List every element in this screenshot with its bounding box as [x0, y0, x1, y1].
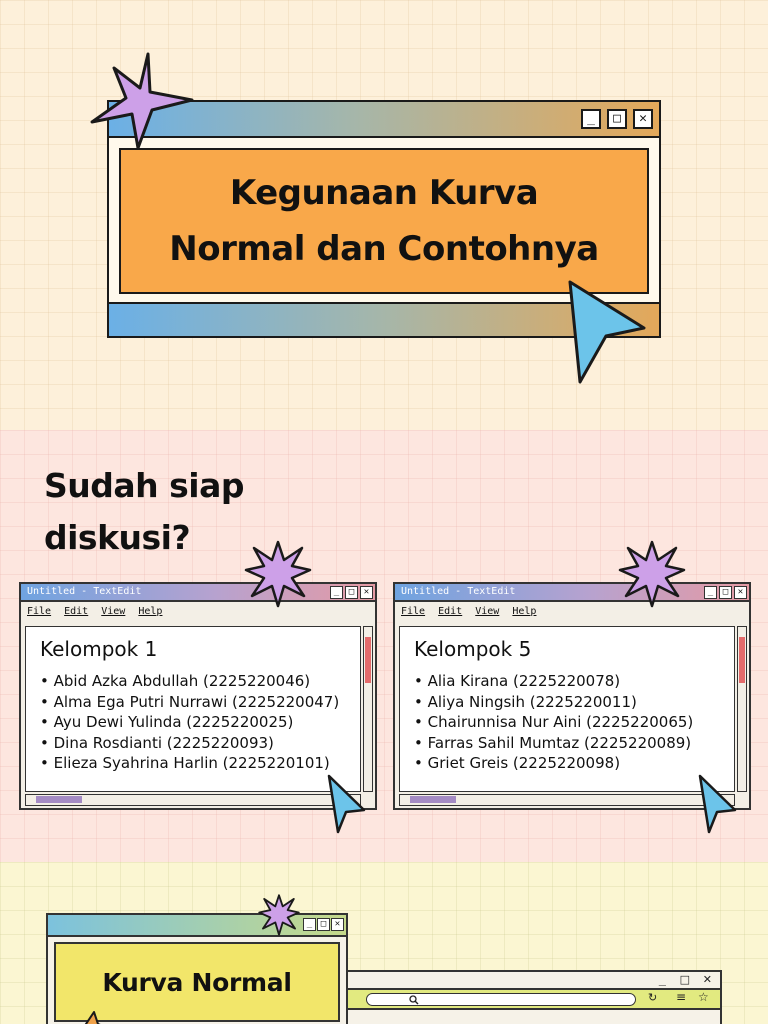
- horizontal-scrollbar[interactable]: [399, 794, 735, 806]
- maximize-button[interactable]: □: [607, 109, 627, 129]
- menu-help[interactable]: Help: [512, 606, 537, 617]
- slide-title: [0, 0, 768, 430]
- scroll-thumb[interactable]: [739, 637, 745, 683]
- menu-help[interactable]: Help: [138, 606, 163, 617]
- close-button[interactable]: ✕: [734, 586, 747, 599]
- menu-bar: [401, 606, 543, 617]
- star-icon[interactable]: ☆: [698, 990, 709, 1004]
- menu-view[interactable]: View: [475, 606, 500, 617]
- list-item: • Elieza Syahrina Harlin (2225220101): [40, 753, 346, 774]
- refresh-icon[interactable]: ↻: [648, 991, 658, 1004]
- cursor-arrow-icon: [697, 774, 739, 836]
- maximize-button[interactable]: □: [679, 973, 690, 986]
- question-line-1: Sudah siap: [44, 466, 244, 505]
- kurva-normal-window: [46, 913, 348, 1024]
- close-button[interactable]: ✕: [633, 109, 653, 129]
- menu-edit[interactable]: Edit: [438, 606, 463, 617]
- page-title: [169, 165, 598, 277]
- group-heading: Kelompok 5: [414, 637, 532, 661]
- search-icon: [409, 995, 419, 1005]
- maximize-button[interactable]: □: [317, 918, 330, 931]
- maximize-button[interactable]: □: [345, 586, 358, 599]
- browser-toolbar: [322, 990, 720, 1010]
- menu-file[interactable]: File: [27, 606, 52, 617]
- horizontal-scrollbar[interactable]: [25, 794, 361, 806]
- menu-bar: [27, 606, 169, 617]
- browser-titlebar: [322, 972, 720, 990]
- text-area[interactable]: [25, 626, 361, 792]
- list-item: • Chairunnisa Nur Aini (2225220065): [414, 712, 720, 733]
- window-title: Untitled - TextEdit: [27, 586, 142, 597]
- browser-window: [320, 970, 722, 1024]
- menu-view[interactable]: View: [101, 606, 126, 617]
- cursor-arrow-icon: [326, 774, 368, 836]
- section-title: Kurva Normal: [102, 967, 292, 997]
- minimize-button[interactable]: _: [658, 972, 666, 986]
- textedit-window-kelompok-1: [19, 582, 377, 810]
- maximize-button[interactable]: □: [719, 586, 732, 599]
- question-line-2: diskusi?: [44, 518, 191, 557]
- star-icon: [258, 894, 300, 936]
- list-item: • Griet Greis (2225220098): [414, 753, 720, 774]
- close-button[interactable]: ✕: [331, 918, 344, 931]
- list-item: • Alma Ega Putri Nurrawi (2225220047): [40, 692, 346, 713]
- group-heading: Kelompok 1: [40, 637, 158, 661]
- vertical-scrollbar[interactable]: [363, 626, 373, 792]
- star-icon: [618, 540, 686, 608]
- text-area[interactable]: [399, 626, 735, 792]
- minimize-button[interactable]: _: [581, 109, 601, 129]
- scroll-thumb[interactable]: [365, 637, 371, 683]
- star-icon: [244, 540, 312, 608]
- list-item: • Abid Azka Abdullah (2225220046): [40, 671, 346, 692]
- window-title: Untitled - TextEdit: [401, 586, 516, 597]
- minimize-button[interactable]: _: [330, 586, 343, 599]
- address-bar[interactable]: [366, 993, 636, 1006]
- scroll-thumb[interactable]: [36, 796, 82, 803]
- menu-edit[interactable]: Edit: [64, 606, 89, 617]
- vertical-scrollbar[interactable]: [737, 626, 747, 792]
- slide-kurva-normal: [0, 862, 768, 1024]
- star-icon: [88, 52, 198, 152]
- list-item: • Ayu Dewi Yulinda (2225220025): [40, 712, 346, 733]
- scroll-thumb[interactable]: [410, 796, 456, 803]
- member-list: [414, 671, 720, 774]
- member-list: [40, 671, 346, 774]
- textedit-titlebar: [21, 584, 375, 602]
- cursor-arrow-icon: [566, 280, 650, 388]
- page-title-line-1: Kegunaan Kurva: [229, 173, 539, 213]
- list-item: • Farras Sahil Mumtaz (2225220089): [414, 733, 720, 754]
- star-icon: [78, 1010, 108, 1024]
- textedit-titlebar: [395, 584, 749, 602]
- minimize-button[interactable]: _: [303, 918, 316, 931]
- list-item: • Dina Rosdianti (2225220093): [40, 733, 346, 754]
- close-button[interactable]: ✕: [360, 586, 373, 599]
- list-item: • Aliya Ningsih (2225220011): [414, 692, 720, 713]
- close-button[interactable]: ✕: [702, 973, 712, 986]
- menu-file[interactable]: File: [401, 606, 426, 617]
- kurva-normal-titlebar: [48, 915, 346, 937]
- discussion-question: [44, 460, 244, 564]
- title-box: [119, 148, 649, 294]
- slide-discussion: [0, 430, 768, 862]
- menu-icon[interactable]: ≡: [676, 990, 687, 1004]
- list-item: • Alia Kirana (2225220078): [414, 671, 720, 692]
- minimize-button[interactable]: _: [704, 586, 717, 599]
- page-title-line-2: Normal dan Contohnya: [169, 229, 599, 269]
